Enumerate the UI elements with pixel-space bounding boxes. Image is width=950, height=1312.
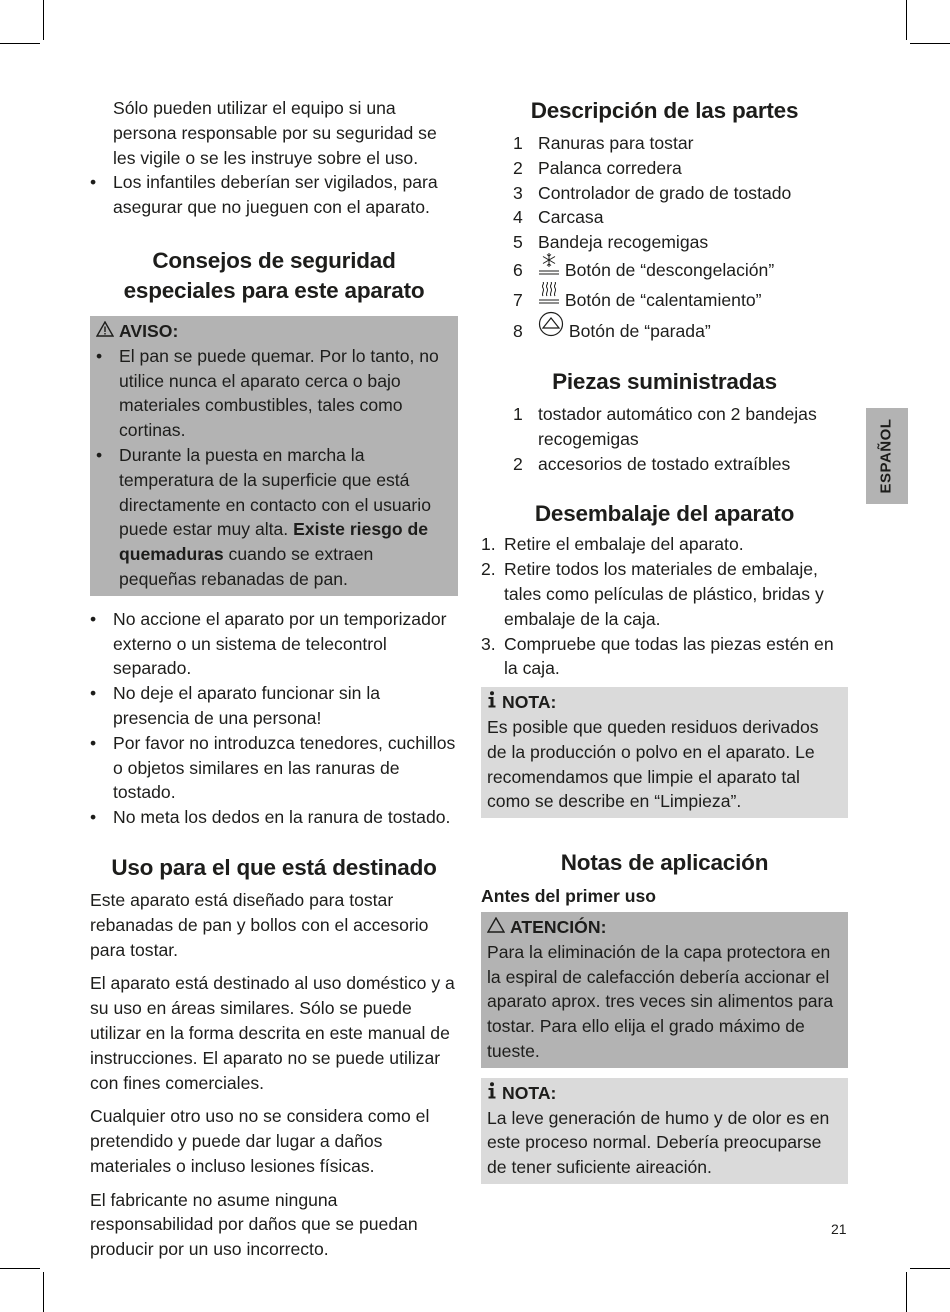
info-icon: [487, 1081, 497, 1106]
crop-mark: [43, 0, 44, 40]
paragraph: Cualquier otro uso no se considera como el pretendido y puede dar lugar a daños materiales o incluso lesiones físicas.: [90, 1106, 430, 1176]
crop-mark: [906, 0, 907, 40]
warning-triangle-icon: [96, 319, 114, 344]
list-item: 3 Controlador de grado de tostado: [513, 182, 792, 203]
list-item: 8 Botón de “parada”: [481, 315, 848, 347]
unpack-steps: [481, 532, 848, 681]
list-item: • Durante la puesta en marcha la temperatura de la superficie que está directamente en contacto con el usuario puede estar muy alta. Existe riesgo de quemaduras cuando se extraen pequeñas rebanadas de pan.: [96, 443, 452, 592]
list-item: 2 Palanca corredera: [513, 157, 682, 178]
crop-mark: [43, 1272, 44, 1312]
heat-waves-icon: [538, 282, 560, 315]
note-text: La leve generación de humo y de olor es en este proceso normal. Debería preocuparse de tener suficiente aireación.: [487, 1107, 830, 1178]
safety-bullet-list: [90, 607, 458, 830]
crop-mark: [0, 43, 40, 44]
list-item: 6 Botón de “descongelación”: [481, 255, 848, 285]
list-item: 5 Bandeja recogemigas: [513, 232, 709, 253]
stop-circle-icon: [538, 311, 564, 347]
list-item: 2 accesorios de tostado extraíbles: [513, 453, 791, 474]
parts-list: [481, 131, 848, 347]
list-item: • No deje el aparato funcionar sin la presencia de una persona!: [90, 681, 458, 731]
list-item: • Por favor no introduzca tenedores, cuchillos o objetos similares en las ranuras de tostado.: [90, 731, 458, 805]
paragraph: Este aparato está diseñado para tostar rebanadas de pan y bollos con el accesorio para tostar.: [90, 889, 429, 960]
crop-mark: [910, 43, 950, 44]
warning-title: AVISO:: [96, 319, 452, 344]
list-item: 3. Compruebe que todas las piezas estén en la caja.: [481, 633, 834, 679]
note-title: NOTA:: [487, 690, 842, 715]
crop-mark: [906, 1272, 907, 1312]
intro-bullet-list: [90, 170, 458, 220]
safety-heading-line1: Consejos de seguridad: [152, 247, 396, 273]
list-item: 1 Ranuras para tostar: [513, 133, 694, 153]
crop-mark: [0, 1268, 40, 1269]
supplied-heading: Piezas suministradas: [552, 368, 777, 394]
snowflake-icon: [538, 252, 560, 285]
note-title: NOTA:: [487, 1081, 842, 1106]
warning-list: [96, 344, 452, 592]
crop-mark: [910, 1268, 950, 1269]
warning-box: [90, 316, 458, 596]
note-text: Es posible que queden residuos derivados de la producción o polvo en el aparato. Le recomendamos que limpie el aparato tal como se describe en “Limpieza”.: [487, 716, 819, 812]
list-item: • El pan se puede quemar. Por lo tanto, no utilice nunca el aparato cerca o bajo materiales combustibles, tales como cortinas.: [96, 344, 452, 443]
list-item: • No meta los dedos en la ranura de tostado.: [90, 805, 458, 830]
intro-continuation: Sólo pueden utilizar el equipo si una persona responsable por su seguridad se les vigile o se les instruye sobre el uso.: [113, 98, 437, 168]
info-icon: [487, 690, 497, 715]
list-item: • No accione el aparato por un temporizador externo o un sistema de telecontrol separado.: [90, 607, 458, 681]
list-item: 1 tostador automático con 2 bandejas recogemigas: [513, 403, 817, 449]
note-box: [481, 687, 848, 818]
caution-triangle-icon: [487, 915, 505, 940]
paragraph: El fabricante no asume ninguna responsabilidad por daños que se puedan producir por un uso incorrecto.: [90, 1189, 418, 1260]
caution-title: ATENCIÓN:: [487, 915, 842, 940]
supplied-list: [481, 402, 848, 476]
caution-text: Para la eliminación de la capa protectora en la espiral de calefacción debería accionar el aparato aprox. tres veces sin alimentos para tostar. Para ello elija el grado máximo de tueste.: [487, 941, 834, 1061]
note-box: [481, 1078, 848, 1184]
page-number: 21: [831, 1221, 847, 1237]
right-column: [481, 96, 848, 1184]
parts-heading: Descripción de las partes: [530, 98, 799, 123]
list-item: 1. Retire el embalaje del aparato.: [481, 534, 744, 555]
safety-heading-line2: especiales para este aparato: [123, 277, 425, 303]
use-heading: Uso para el que está destinado: [111, 854, 437, 880]
application-heading: Notas de aplicación: [560, 850, 769, 876]
list-item: 4 Carcasa: [513, 207, 604, 228]
list-item: • Los infantiles deberían ser vigilados, para asegurar que no jueguen con el aparato.: [90, 170, 458, 220]
list-item: 2. Retire todos los materiales de embalaje, tales como películas de plástico, bridas y embalaje de la caja.: [481, 559, 824, 629]
language-tab-label: ESPAÑOL: [877, 418, 895, 494]
language-tab: [866, 408, 908, 504]
list-item: 7 Botón de “calentamiento”: [481, 285, 848, 315]
safety-heading: [90, 246, 458, 306]
caution-box: [481, 912, 848, 1068]
left-column: [90, 96, 458, 1262]
unpack-heading: Desembalaje del aparato: [534, 501, 795, 527]
paragraph: El aparato está destinado al uso doméstico y a su uso en áreas similares. Sólo se puede utilizar en la forma descrita en este manual de instrucciones. El aparato no se puede utilizar con fines comerciales.: [90, 973, 455, 1093]
before-first-use-subheading: Antes del primer uso: [481, 886, 657, 907]
